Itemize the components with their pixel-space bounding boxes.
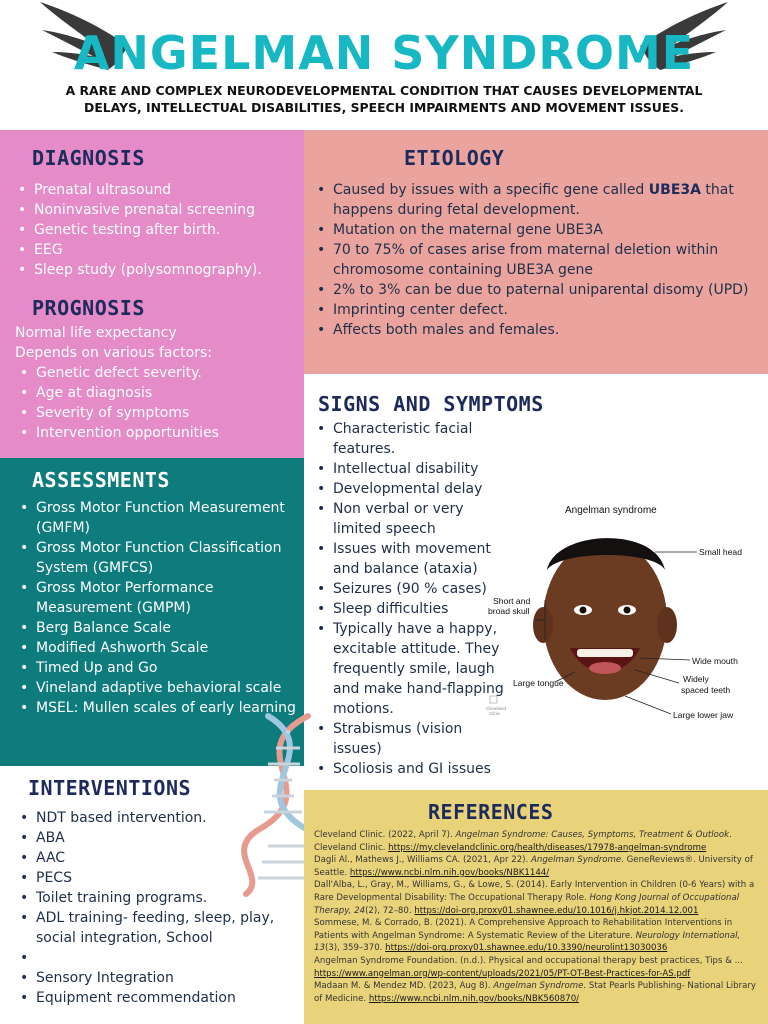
list-item: • Seizures (90 % cases) — [315, 579, 507, 599]
list-item: • Vineland adaptive behavioral scale — [18, 678, 300, 698]
reference-link[interactable]: https://doi-org.proxy01.shawnee.edu/10.3390/neurolint13030036 — [385, 943, 668, 954]
list-item: • ABA — [18, 828, 298, 848]
list-item: • Severity of symptoms — [18, 403, 298, 423]
list-item: • Imprinting center defect. — [315, 300, 763, 320]
credit-line-1: Cleveland — [486, 706, 507, 711]
list-item: • Non verbal or very limited speech — [315, 499, 507, 539]
label-small-head: Small head — [699, 547, 742, 557]
label-large-jaw: Large lower jaw — [673, 710, 734, 720]
list-item: • Sleep difficulties — [315, 599, 507, 619]
reference-title: Angelman Syndrome. — [493, 981, 587, 992]
reference-text: Stat Pearls Publishing- National Library of Medicine. — [314, 981, 757, 1004]
list-item-text: Sensory Integration — [36, 970, 174, 986]
list-item: • Affects both males and females. — [315, 320, 763, 340]
etiology-item-text: Caused by issues with a specific gene called — [333, 182, 649, 198]
reference-item — [314, 879, 758, 917]
list-item: • Genetic testing after birth. — [16, 220, 300, 240]
label-short-skull-1: Short and — [493, 596, 531, 606]
list-item: • Intellectual disability — [315, 459, 507, 479]
assessments-list — [18, 498, 300, 718]
reference-link[interactable]: https://www.ncbi.nlm.nih.gov/books/NBK560870/ — [368, 993, 580, 1004]
assessments-heading: ASSESSMENTS — [32, 468, 170, 492]
reference-text: (3), 359–370. — [324, 943, 386, 954]
list-item — [315, 180, 763, 220]
prognosis-line-1: Normal life expectancy — [15, 325, 177, 341]
list-item: • Toilet training programs. — [18, 888, 298, 908]
list-item: • Developmental delay — [315, 479, 507, 499]
reference-item — [314, 980, 758, 1005]
etiology-item-text: that happens during fetal development. — [333, 182, 734, 218]
list-item — [18, 948, 298, 968]
subtitle-line-1: A RARE AND COMPLEX NEURODEVELOPMENTAL CONDITION THAT CAUSES DEVELOPMENTAL — [65, 83, 703, 98]
list-item: • Prenatal ultrasound — [16, 180, 300, 200]
reference-text: Dagli Al., Mathews J., Williams CA. (2021, Apr 22). — [314, 855, 531, 866]
list-item: • Timed Up and Go — [18, 658, 300, 678]
label-widely-1: Widely — [683, 674, 709, 684]
list-item: • Sleep study (polysomnography). — [16, 260, 300, 280]
list-item: • MSEL: Mullen scales of early learning — [18, 698, 300, 718]
reference-item — [314, 854, 758, 879]
reference-title: Angelman Syndrome: Causes, Symptoms, Treatment & Outlook — [455, 830, 730, 840]
reference-text: (2), 72–80. — [365, 905, 415, 916]
reference-link[interactable]: https://doi-org.proxy01.shawnee.edu/10.1016/j.hkjot.2014.12.001 — [414, 905, 699, 916]
reference-link[interactable]: https://my.clevelandclinic.org/health/diseases/17978-angelman-syndrome — [388, 842, 707, 853]
list-item: • Gross Motor Function Classification System (GMFCS) — [18, 538, 300, 578]
list-item: • 2% to 3% can be due to paternal uniparental disomy (UPD) — [315, 280, 763, 300]
diagnosis-list — [16, 180, 300, 280]
prognosis-list — [18, 363, 298, 443]
reference-item — [314, 917, 758, 955]
reference-text: Cleveland Clinic. (2022, April 7). — [314, 830, 456, 840]
list-item: • 70 to 75% of cases arise from maternal deletion within chromosome containing UBE3A gene — [315, 240, 763, 280]
reference-text: Dall'Alba, L., Gray, M., Williams, G., & Lowe, S. (2014). Early Intervention in Children (0-6 Years) with a Rare Developmental Disability: The Occupational Therapy Role. — [314, 880, 755, 903]
list-item: • ADL training- feeding, sleep, play, social integration, School — [18, 908, 298, 948]
references-list — [314, 829, 758, 1005]
etiology-list — [315, 180, 763, 340]
prognosis-heading: PROGNOSIS — [32, 296, 145, 320]
reference-item — [314, 829, 758, 854]
list-item: • AAC — [18, 848, 298, 868]
reference-title: Angelman Syndrome — [531, 855, 622, 866]
page-subtitle — [20, 82, 748, 116]
subtitle-line-2: DELAYS, INTELLECTUAL DISABILITIES, SPEECH IMPAIRMENTS AND MOVEMENT ISSUES. — [84, 100, 684, 115]
prognosis-line-2: Depends on various factors: — [15, 345, 213, 361]
list-item: • Characteristic facial features. — [315, 419, 507, 459]
reference-title: Hong Kong Journal of Occupational Therapy, 24 — [314, 892, 740, 916]
list-item: • Berg Balance Scale — [18, 618, 300, 638]
list-item: • Age at diagnosis — [18, 383, 298, 403]
reference-item — [314, 955, 758, 980]
list-item: • Issues with movement and balance (ataxia) — [315, 539, 507, 579]
reference-link[interactable]: https://www.ncbi.nlm.nih.gov/books/NBK1144/ — [349, 867, 550, 878]
list-item: • Noninvasive prenatal screening — [16, 200, 300, 220]
list-item — [18, 968, 298, 988]
list-item: • Genetic defect severity. — [18, 363, 298, 383]
list-item: • Mutation on the maternal gene UBE3A — [315, 220, 763, 240]
list-item: • Strabismus (vision issues) — [315, 719, 507, 759]
list-item: • Typically have a happy, excitable attitude. They frequently smile, laugh and make hand-flapping motions. — [315, 619, 507, 719]
list-item: • Gross Motor Performance Measurement (GMPM) — [18, 578, 300, 618]
interventions-heading: INTERVENTIONS — [28, 776, 192, 800]
label-widely-2: spaced teeth — [681, 685, 731, 695]
label-wide-mouth: Wide mouth — [692, 656, 738, 666]
label-short-skull-2: broad skull — [488, 606, 530, 616]
reference-text: Sommese, M. & Corrado, B. (2021). A Comprehensive Approach to Rehabilitation Interventions in Patients with Angelman Syndrome: A Systematic Review of the Literature. — [314, 918, 733, 941]
list-item: • Equipment recommendation — [18, 988, 298, 1008]
reference-title: Neurology International, 13 — [314, 930, 741, 954]
etiology-heading: ETIOLOGY — [404, 146, 505, 170]
list-item: • PECS — [18, 868, 298, 888]
signs-list — [315, 419, 507, 779]
list-item: • Gross Motor Function Measurement (GMFM) — [18, 498, 300, 538]
reference-text: Madaan M. & Mendez MD. (2023, Aug 8). — [314, 981, 494, 992]
credit-line-2: Clinic — [489, 711, 501, 716]
header — [0, 0, 768, 128]
list-item: • Scoliosis and GI issues — [315, 759, 507, 779]
reference-text: Angelman Syndrome Foundation. (n.d.). Physical and occupational therapy best practices, Tips & ... — [314, 955, 743, 966]
reference-text: . GeneReviews®. University of Seattle. — [314, 855, 753, 878]
list-item: • Intervention opportunities — [18, 423, 298, 443]
gene-name: UBE3A — [648, 182, 701, 198]
label-large-tongue: Large tongue — [513, 678, 564, 688]
angelman-child-illustration — [485, 500, 768, 730]
list-item: • Modified Ashworth Scale — [18, 638, 300, 658]
figure-title: Angelman syndrome — [565, 505, 657, 516]
diagnosis-heading: DIAGNOSIS — [32, 146, 145, 170]
list-item: • EEG — [16, 240, 300, 260]
page-title: ANGELMAN SYNDROME — [73, 26, 695, 80]
reference-text: . Cleveland Clinic. — [314, 830, 732, 853]
signs-heading: SIGNS AND SYMPTOMS — [318, 392, 544, 416]
reference-link[interactable]: https://www.angelman.org/wp-content/uploads/2021/05/PT-OT-Best-Practices-for-AS.pdf — [314, 968, 691, 979]
list-item: • NDT based intervention. — [18, 808, 298, 828]
references-heading: REFERENCES — [428, 800, 554, 824]
